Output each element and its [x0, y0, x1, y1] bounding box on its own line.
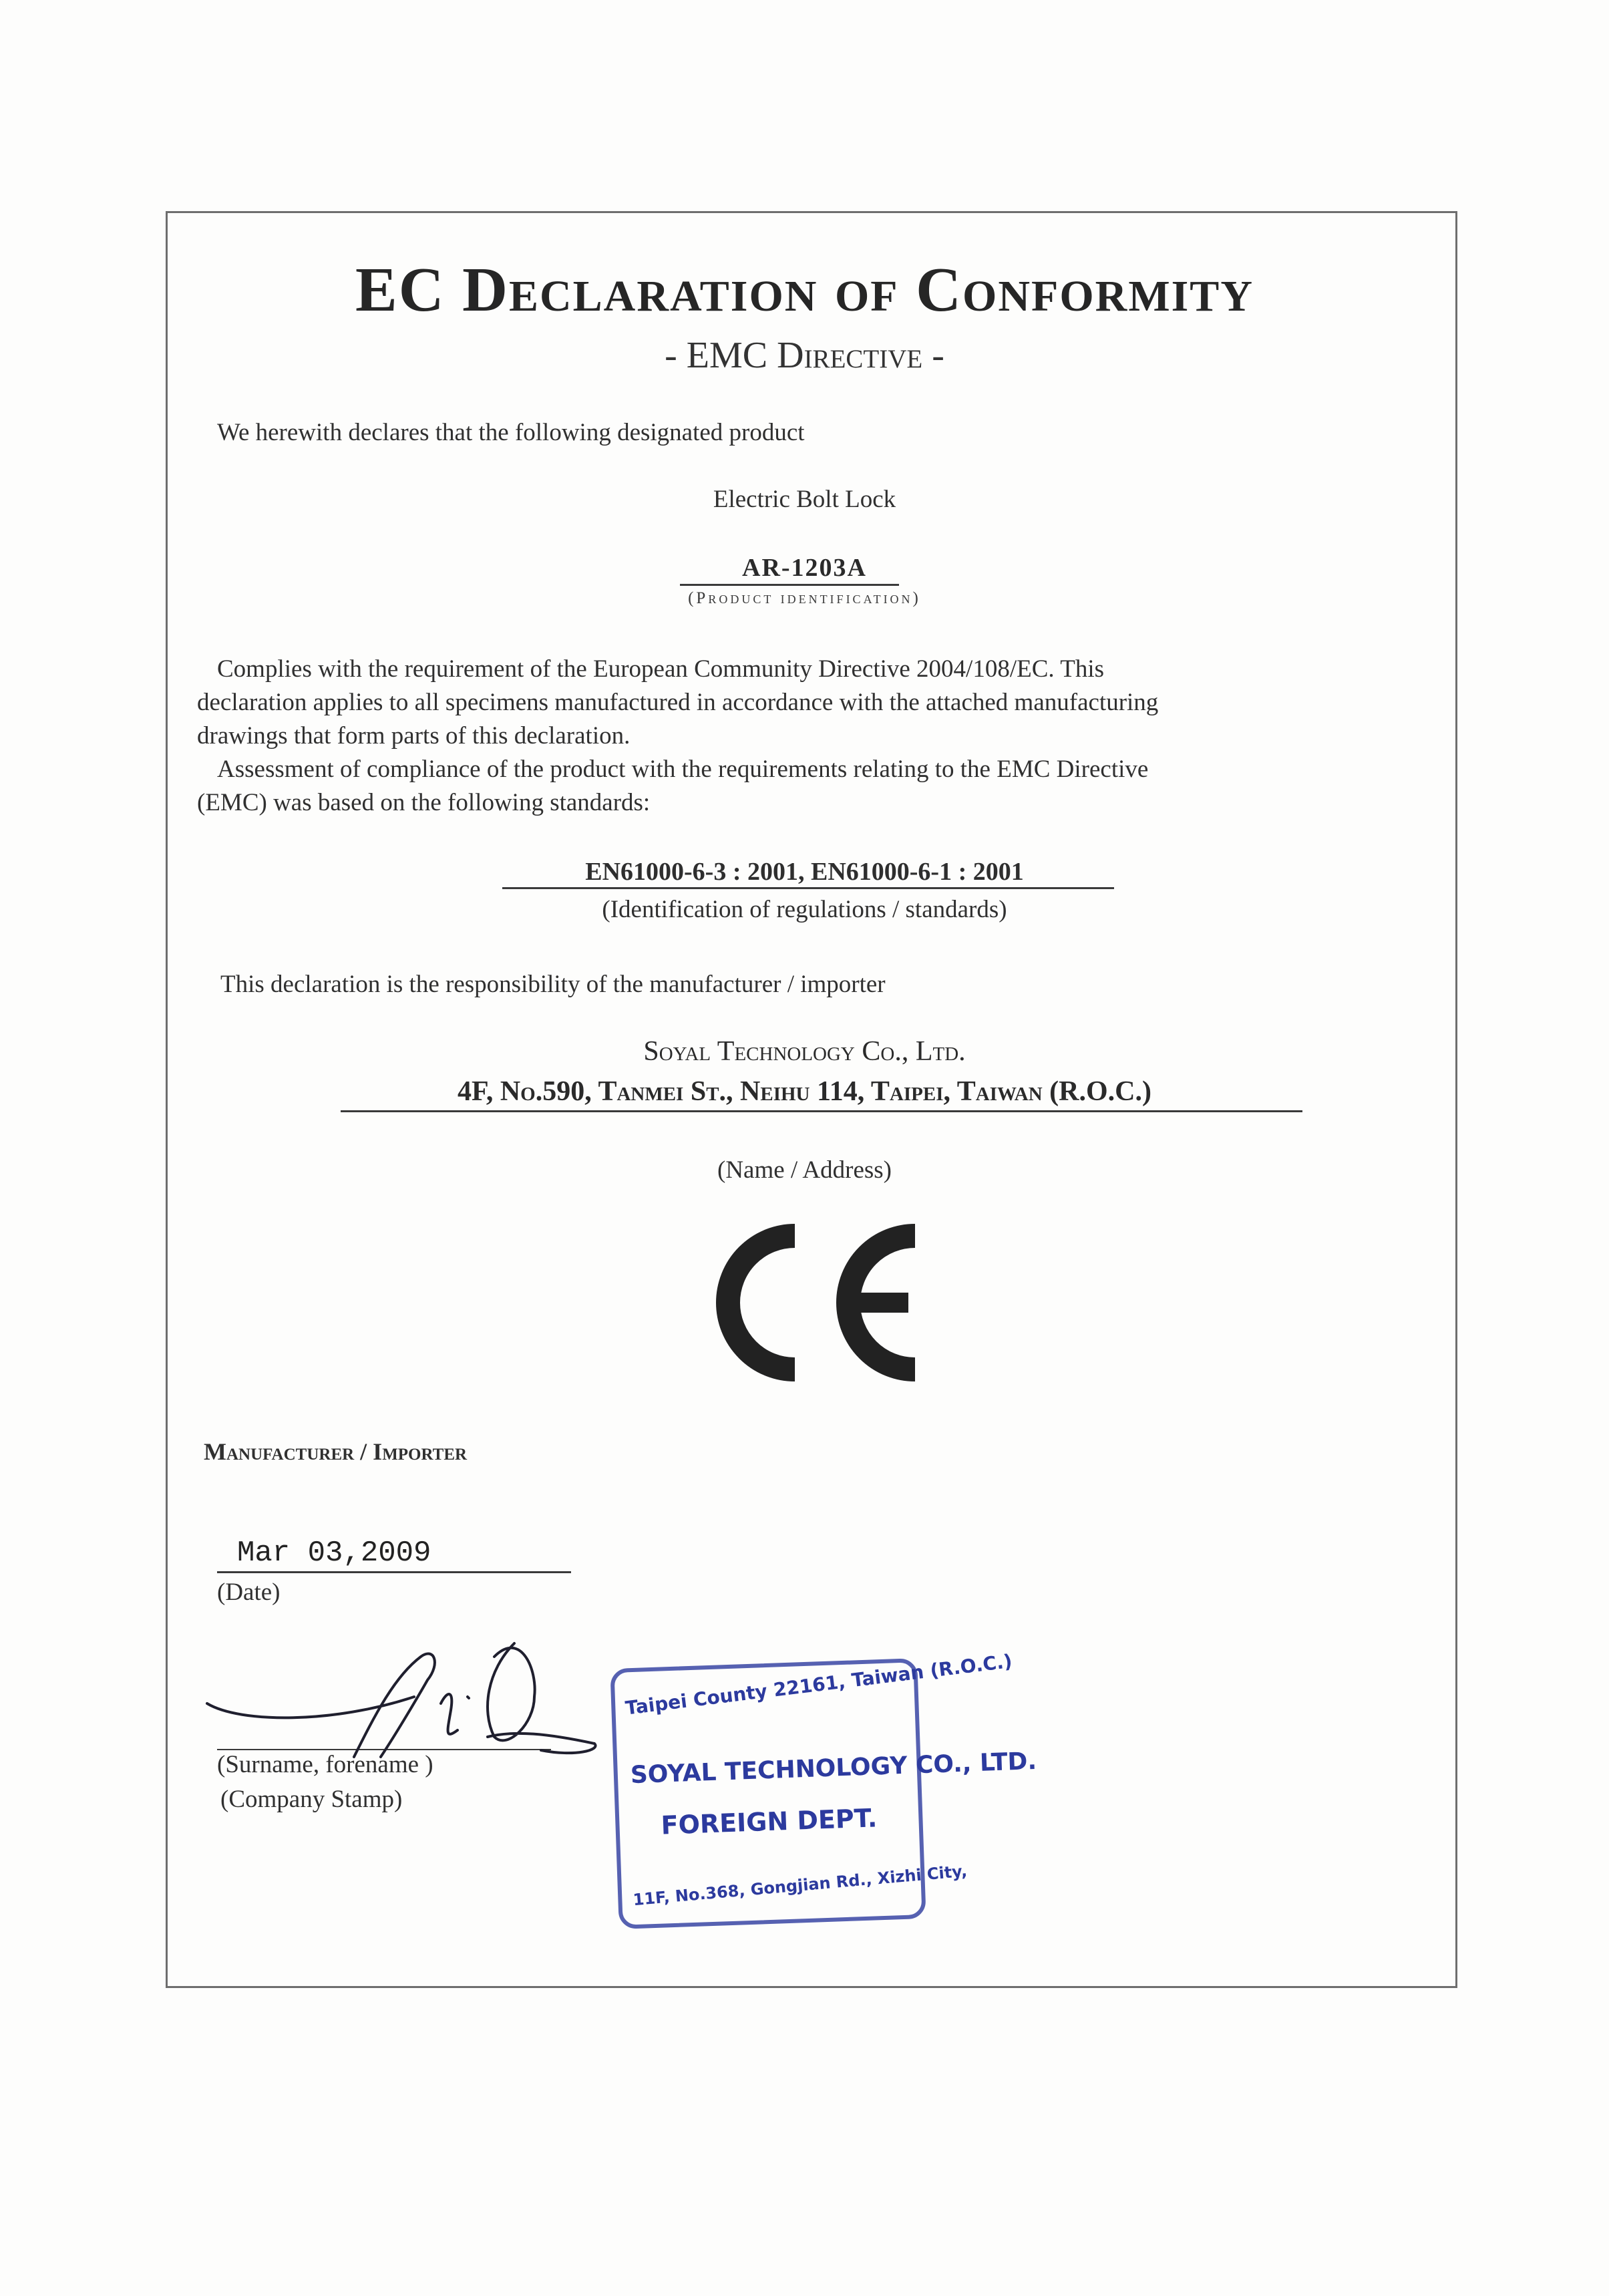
company-name: Soyal Technology Co., Ltd.: [643, 1036, 966, 1067]
standards-underline: [502, 887, 1114, 889]
stamp-bottom-line: 11F, No.368, Gongjian Rd., Xizhi City,: [632, 1861, 968, 1910]
date-caption: (Date): [217, 1579, 281, 1606]
company-stamp: [610, 1649, 1037, 1929]
document-title: EC Declaration of Conformity: [355, 255, 1254, 325]
surname-caption: (Surname, forename ): [217, 1751, 433, 1778]
product-name: Electric Bolt Lock: [713, 486, 896, 513]
assessment-line-2: (EMC) was based on the following standards:: [197, 789, 651, 816]
address-underline: [341, 1110, 1302, 1112]
standards-caption: (Identification of regulations / standards): [602, 896, 1007, 923]
stamp-company: SOYAL TECHNOLOGY CO., LTD.: [630, 1747, 1037, 1790]
standards-list: EN61000-6-3 : 2001, EN61000-6-1 : 2001: [585, 858, 1024, 886]
responsibility-text: This declaration is the responsibility of the manufacturer / importer: [220, 971, 886, 998]
stamp-top-line: Taipei County 22161, Taiwan (R.O.C.): [624, 1649, 1014, 1719]
intro-text: We herewith declares that the following designated product: [217, 419, 805, 446]
product-id: AR-1203A: [742, 554, 867, 582]
ce-mark-label: [0, 0, 1, 1]
date-value: Mar 03,2009: [237, 1536, 431, 1570]
product-id-caption: (Product identification): [688, 589, 921, 607]
manufacturer-label: Manufacturer / Importer: [204, 1438, 468, 1465]
name-address-caption: (Name / Address): [717, 1156, 892, 1184]
document-subtitle: - EMC Directive -: [665, 335, 944, 376]
compliance-line-2: declaration applies to all specimens manufactured in accordance with the attached manufacturing: [197, 689, 1159, 716]
compliance-line-3: drawings that form parts of this declaration.: [197, 722, 631, 750]
date-underline: [217, 1571, 571, 1573]
product-id-underline: [680, 584, 899, 586]
stamp-dept: FOREIGN DEPT.: [660, 1803, 878, 1840]
ce-mark-icon: [695, 1216, 928, 1389]
company-address: 4F, No.590, Tanmei St., Neihu 114, Taipei, Taiwan (R.O.C.): [458, 1076, 1151, 1107]
company-stamp-caption: (Company Stamp): [220, 1786, 403, 1813]
compliance-line-1: Complies with the requirement of the European Community Directive 2004/108/EC. This: [217, 655, 1105, 683]
assessment-line-1: Assessment of compliance of the product with the requirements relating to the EMC Directive: [217, 756, 1149, 783]
